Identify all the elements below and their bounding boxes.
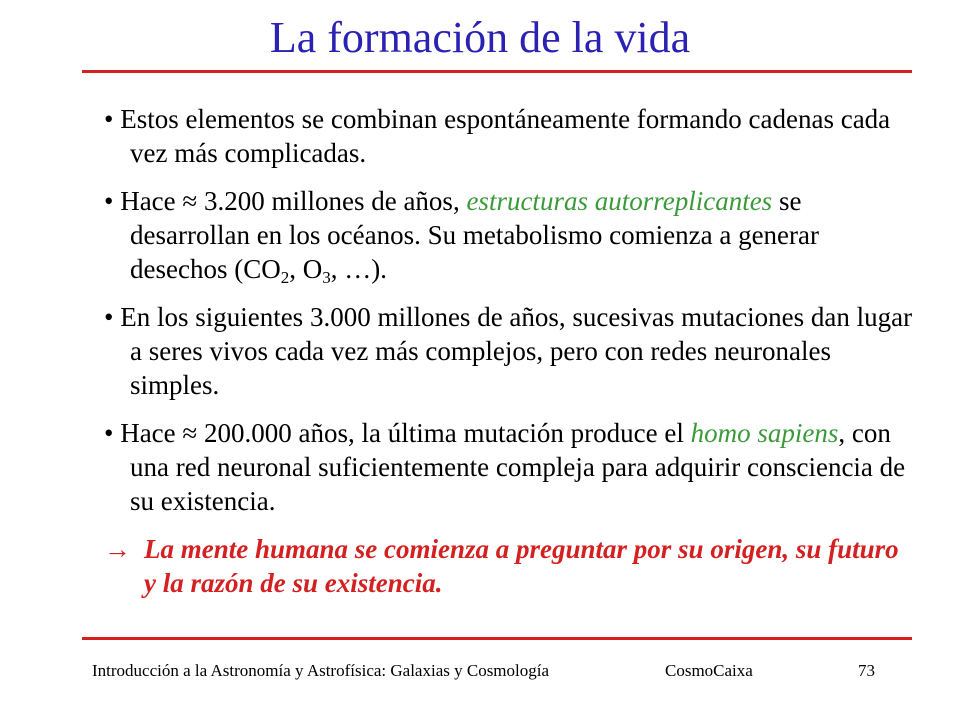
bullet-1: • Estos elementos se combinan espontáneamente formando cadenas cada vez más complicadas. — [104, 104, 891, 168]
co2-subscript: 2 — [280, 268, 290, 287]
bullet-4 — [104, 416, 914, 518]
bullet-4-suffix: , con una red neuronal suficientemente compleja para adquirir consciencia de su existencia. — [130, 418, 906, 516]
bullet-2-prefix: • Hace ≈ 3.200 millones de años, — [104, 186, 467, 216]
bullet-2-suffix: , …). — [330, 254, 387, 284]
bullet-4-prefix: • Hace ≈ 200.000 años, la última mutación produce el — [104, 418, 691, 448]
page-number: 73 — [858, 661, 875, 680]
arrow-icon: → — [104, 534, 131, 564]
bullet-2 — [104, 184, 914, 286]
slide-title: La formación de la vida — [269, 13, 691, 62]
slide-content — [104, 102, 914, 614]
conclusion — [104, 532, 914, 600]
footer-venue: CosmoCaixa — [665, 661, 753, 680]
bullet-2-highlight: estructuras autorreplicantes — [466, 186, 773, 216]
bullet-2-middle: se desarrollan en los océanos. Su metabolismo comienza a generar desechos (CO — [130, 186, 820, 284]
conclusion-text: La mente humana se comienza a preguntar por su origen, su futuro y la razón de su existencia. — [144, 534, 899, 598]
top-divider — [82, 70, 912, 73]
o3-subscript: 3 — [322, 268, 331, 287]
bullet-4-highlight: homo sapiens — [690, 418, 839, 448]
bottom-divider — [82, 637, 912, 640]
bullet-2-sep: , O — [289, 254, 323, 284]
bullet-3: • En los siguientes 3.000 millones de años, sucesivas mutaciones dan lugar a seres vivos cada vez más complejos, pero con redes neuronales simples. — [104, 302, 913, 400]
footer-course: Introducción a la Astronomía y Astrofísica: Galaxias y Cosmología — [92, 661, 550, 680]
